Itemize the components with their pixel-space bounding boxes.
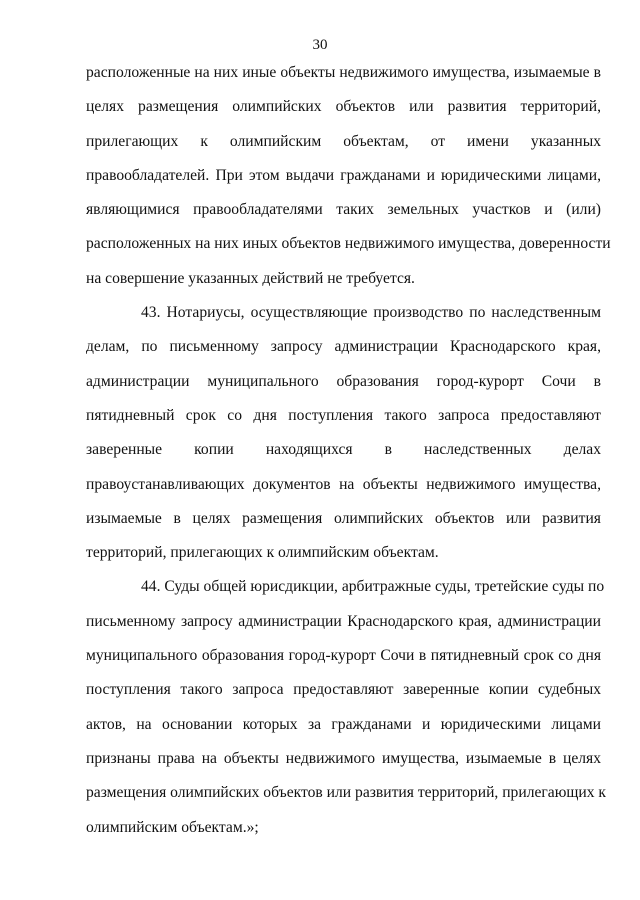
- text-line: на совершение указанных действий не требуется.: [86, 269, 415, 287]
- text-line: правоустанавливающих документов на объекты недвижимого имущества,: [86, 475, 601, 493]
- text-line: делам, по письменному запросу администрации Краснодарского края,: [86, 338, 601, 356]
- text-line: прилегающих к олимпийским объектам, от имени указанных: [86, 132, 601, 150]
- text-line: изымаемые в целях размещения олимпийских объектов или развития: [86, 509, 601, 527]
- paragraph-44-first-line: 44. Суды общей юрисдикции, арбитражные суды, третейские суды по: [141, 578, 605, 596]
- text-line: заверенные копии находящихся в наследственных делах: [86, 441, 601, 459]
- text-line: являющимися правообладателями таких земельных участков и (или): [86, 201, 601, 219]
- text-line: целях размещения олимпийских объектов или развития территорий,: [86, 98, 601, 116]
- text-line: размещения олимпийских объектов или развития территорий, прилегающих к: [86, 784, 606, 802]
- text-line: поступления такого запроса предоставляют заверенные копии судебных: [86, 681, 601, 699]
- document-body: [86, 56, 611, 845]
- text-line: администрации муниципального образования город-курорт Сочи в: [86, 372, 601, 390]
- text-line: расположенных на них иных объектов недвижимого имущества, доверенности: [86, 235, 611, 253]
- paragraph-43-first-line: 43. Нотариусы, осуществляющие производство по наследственным: [141, 304, 601, 322]
- text-line: расположенные на них иные объекты недвижимого имущества, изымаемые в: [86, 64, 601, 81]
- text-line: олимпийским объектам.»;: [86, 818, 259, 836]
- text-line: актов, на основании которых за гражданами и юридическими лицами: [86, 715, 601, 733]
- text-line: правообладателей. При этом выдачи гражданами и юридическими лицами,: [86, 166, 601, 184]
- page-number: 30: [312, 37, 328, 53]
- text-line: признаны права на объекты недвижимого имущества, изымаемые в целях: [86, 749, 601, 767]
- text-line: письменному запросу администрации Краснодарского края, администрации: [86, 612, 601, 630]
- text-line: территорий, прилегающих к олимпийским объектам.: [86, 544, 439, 562]
- text-line: муниципального образования город-курорт Сочи в пятидневный срок со дня: [86, 647, 601, 665]
- text-line: пятидневный срок со дня поступления такого запроса предоставляют: [86, 406, 601, 424]
